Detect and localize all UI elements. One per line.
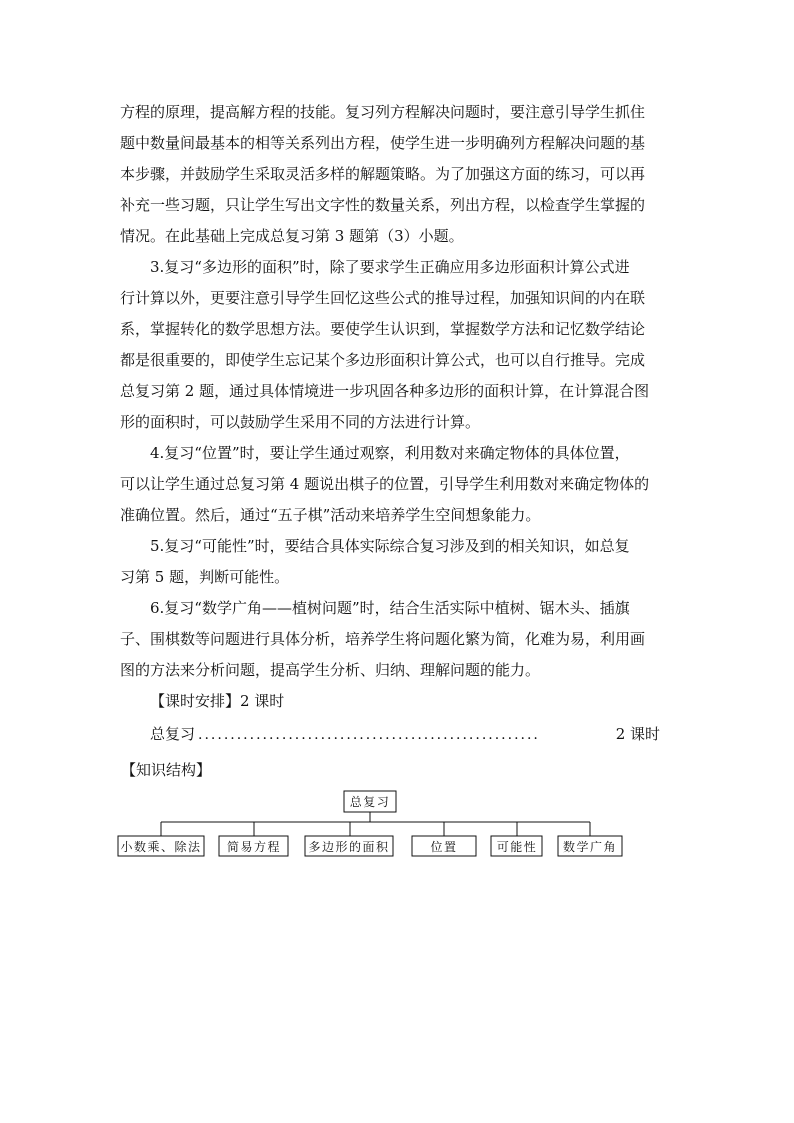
schedule-heading: 【课时安排】2 课时 <box>150 692 285 710</box>
text-line: 3.复习“多边形的面积”时，除了要求学生正确应用多边形面积计算公式进 <box>150 258 630 276</box>
child-node-label: 位置 <box>430 840 458 854</box>
text-line: 4.复习“位置”时，要让学生通过观察，利用数对来确定物体的具体位置， <box>150 444 630 462</box>
text-line: 可以让学生通过总复习第 4 题说出棋子的位置，引导学生利用数对来确定物体的 <box>120 475 650 493</box>
text-line: 题中数量间最基本的相等关系列出方程，使学生进一步明确列方程解决问题的基 <box>120 134 646 152</box>
text-line: 总复习第 2 题，通过具体情境进一步巩固各种多边形的面积计算，在计算混合图 <box>120 382 650 400</box>
child-node-label: 小数乘、除法 <box>120 840 202 854</box>
child-node-label: 可能性 <box>496 840 538 854</box>
text-line: 都是很重要的，即使学生忘记某个多边形面积计算公式，也可以自行推导。完成 <box>120 351 646 369</box>
text-line: 6.复习“数学广角——植树问题”时，结合生活实际中植树、锯木头、插旗 <box>150 599 630 617</box>
text-line: 系，掌握转化的数学思想方法。要使学生认识到，掌握数学方法和记忆数学结论 <box>120 320 646 338</box>
child-node-label: 简易方程 <box>226 840 282 854</box>
text-line: 形的面积时，可以鼓励学生采用不同的方法进行计算。 <box>120 413 481 431</box>
text-line: 补充一些习题，只让学生写出文字性的数量关系，列出方程，以检查学生掌握的 <box>120 196 646 214</box>
child-node-label: 多边形的面积 <box>308 840 390 854</box>
text-line: 准确位置。然后，通过“五子棋”活动来培养学生空间想象能力。 <box>120 506 541 524</box>
text-line: 习第 5 题，判断可能性。 <box>120 568 290 586</box>
text-line: 行计算以外，更要注意引导学生回忆这些公式的推导过程，加强知识间的内在联 <box>120 289 646 307</box>
text-line: 子、围棋数等问题进行具体分析，培养学生将问题化繁为简，化难为易，利用画 <box>120 630 646 648</box>
text-line: 情况。在此基础上完成总复习第 3 题第（3）小题。 <box>120 227 464 245</box>
text-line: 5.复习“可能性”时，要结合具体实际综合复习涉及到的相关知识，如总复 <box>150 537 630 555</box>
knowledge-structure-heading: 【知识结构】 <box>121 761 212 779</box>
text-line: 图的方法来分析问题，提高学生分析、归纳、理解问题的能力。 <box>120 661 541 679</box>
text-line: 方程的原理，提高解方程的技能。复习列方程解决问题时，要注意引导学生抓住 <box>120 103 646 121</box>
schedule-item: 总复习 <box>150 725 196 743</box>
dot-leader: ..................................................... <box>198 727 540 743</box>
child-node-label: 数学广角 <box>562 840 618 854</box>
root-node-label: 总复习 <box>349 795 391 809</box>
schedule-hours: 2 课时 <box>615 725 660 743</box>
text-line: 本步骤，并鼓励学生采取灵活多样的解题策略。为了加强这方面的练习，可以再 <box>120 165 646 183</box>
